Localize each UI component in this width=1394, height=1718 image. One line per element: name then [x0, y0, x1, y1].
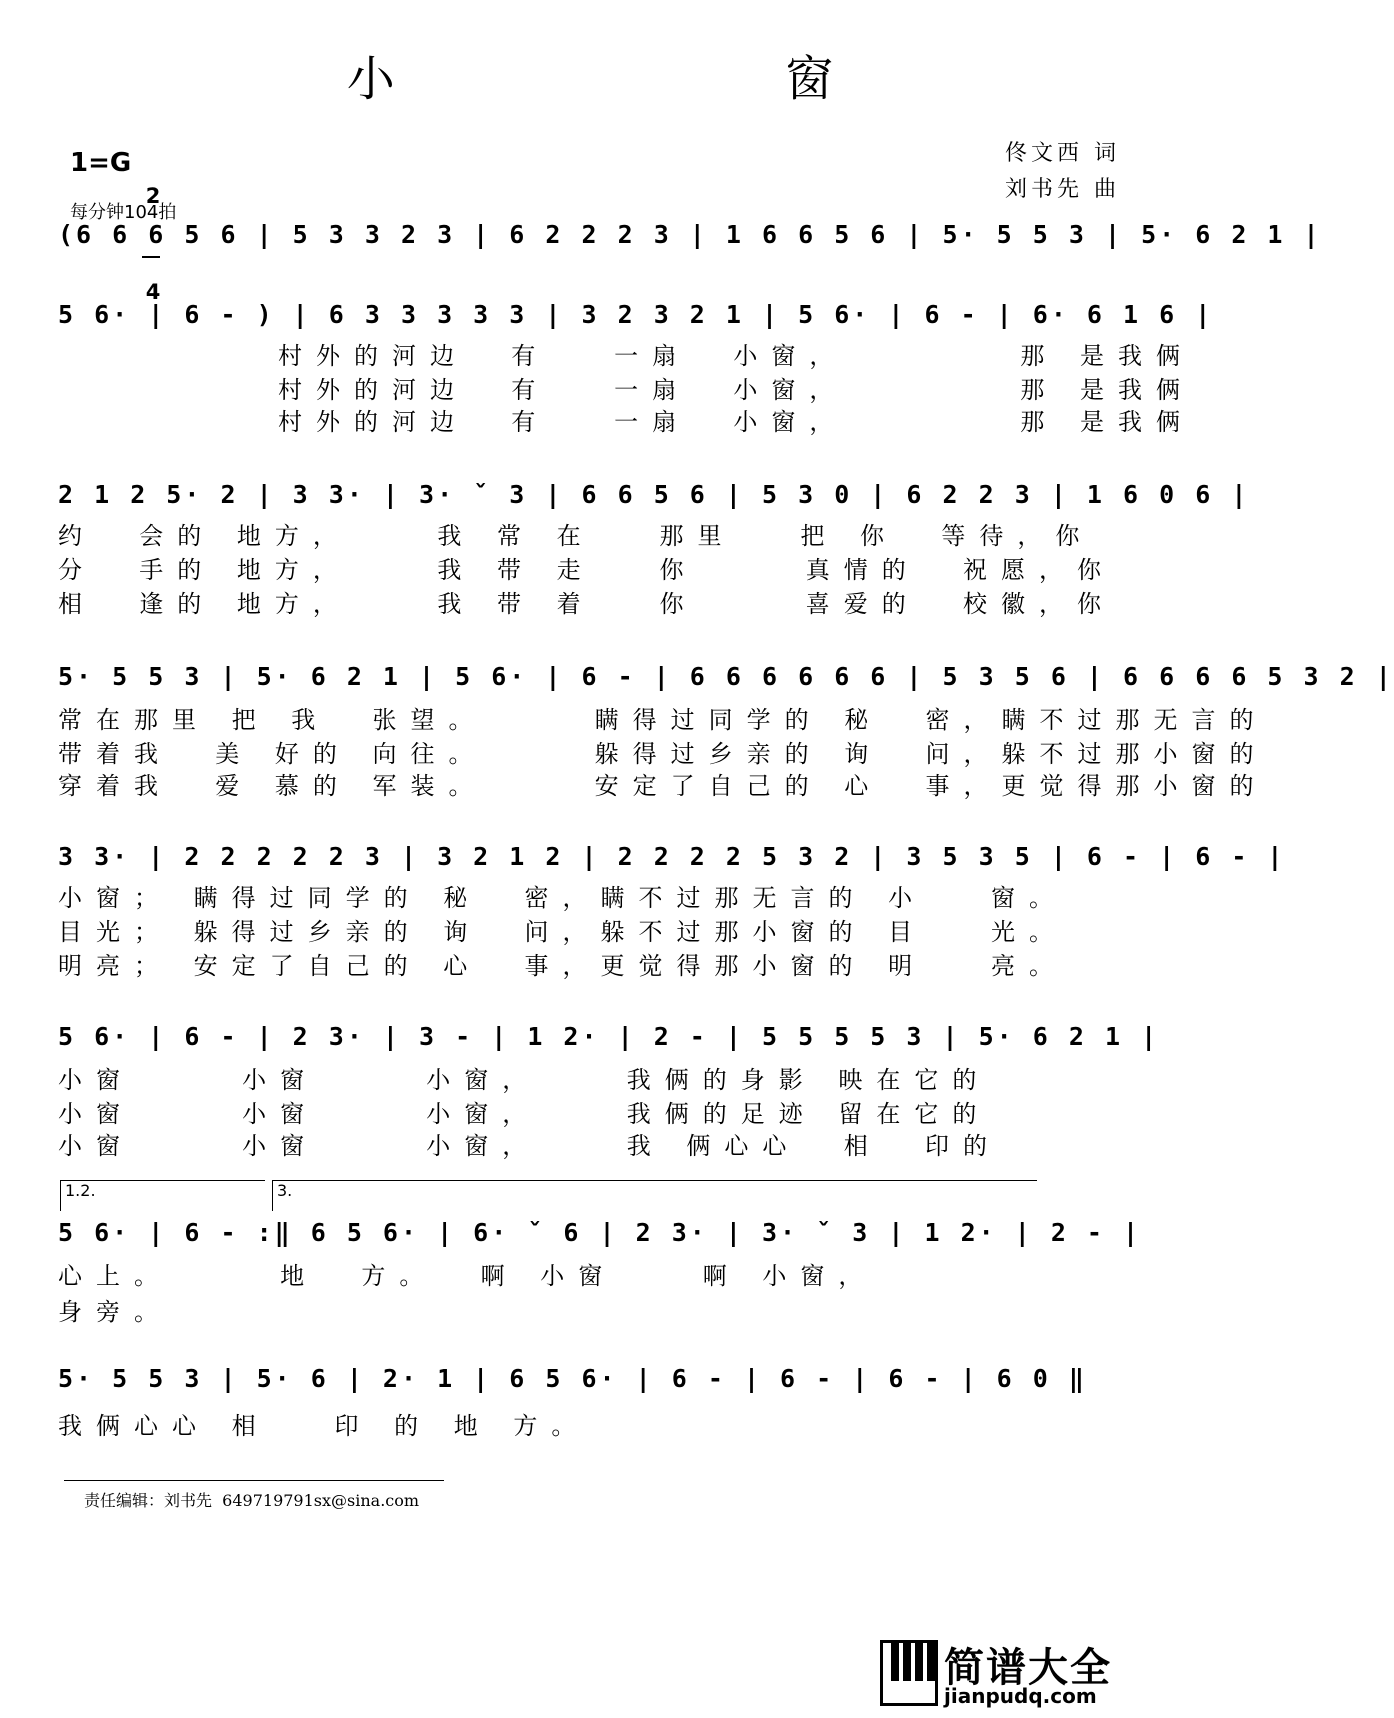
lyric-line-2-verse-3: 村外的河边 有 一扇 小窗， 那 是我俩	[278, 408, 1195, 436]
footer-editor: 责任编辑：刘书先 649719791sx@sina.com	[84, 1491, 420, 1510]
lyric-line-6-verse-3: 小窗 小窗 小窗， 我 俩心心 相 印的	[58, 1132, 1001, 1160]
lyric-line-3-verse-2: 分 手的 地方， 我 带 走 你 真情的 祝愿，你	[58, 556, 1115, 584]
lyricist-credit: 佟文西 词	[1005, 141, 1120, 166]
lyric-line-7-verse-2: 身旁。	[58, 1298, 172, 1326]
key-signature: 1=G	[70, 148, 132, 178]
lyric-line-3-verse-1: 约 会的 地方， 我 常 在 那里 把 你 等待，你	[58, 522, 1094, 550]
footer-rule	[64, 1480, 444, 1481]
lyric-line-4-verse-3: 穿着我 爱 慕的 军装。 安定了自己的 心 事，更觉得那小窗的	[58, 772, 1268, 800]
composer-credit: 刘书先 曲	[1005, 177, 1120, 202]
time-signature-bottom: 4	[145, 280, 161, 304]
lyric-line-8-verse-1: 我俩心心 相 印 的 地 方。	[58, 1412, 590, 1440]
notation-line-5: 3 3· | 2 2 2 2 2 3 | 3 2 1 2 | 2 2 2 2 5 3 2 | 3 5 3 5 | 6 - | 6 - |	[58, 842, 1286, 871]
lyric-line-6-verse-2: 小窗 小窗 小窗， 我俩的足迹 留在它的	[58, 1100, 991, 1128]
notation-line-8: 5· 5 5 3 | 5· 6 | 2· 1 | 6 5 6· | 6 - | 6 - | 6 - | 6 0 ‖	[58, 1364, 1087, 1393]
notation-line-2: 5 6· | 6 - ) | 6 3 3 3 3 3 | 3 2 3 2 1 | 5 6· | 6 - | 6· 6 1 6 |	[58, 300, 1214, 329]
piano-keys-icon	[880, 1640, 938, 1706]
notation-line-4: 5· 5 5 3 | 5· 6 2 1 | 5 6· | 6 - | 6 6 6 6 6 6 | 5 3 5 6 | 6 6 6 6 5 3 2 |	[58, 662, 1394, 691]
notation-line-1: (6 6 6 5 6 | 5 3 3 2 3 | 6 2 2 2 3 | 1 6 6 5 6 | 5· 5 5 3 | 5· 6 2 1 |	[58, 220, 1322, 249]
notation-line-7: 5 6· | 6 - :‖ 6 5 6· | 6· ˇ 6 | 2 3· | 3· ˇ 3 | 1 2· | 2 - |	[58, 1218, 1142, 1247]
lyric-line-2-verse-1: 村外的河边 有 一扇 小窗， 那 是我俩	[278, 342, 1195, 370]
lyric-line-3-verse-3: 相 逢的 地方， 我 带 着 你 喜爱的 校徽，你	[58, 590, 1115, 618]
tempo-marking: 每分钟104拍	[70, 202, 177, 223]
logo-url: jianpudq.com	[944, 1684, 1097, 1708]
volta-second-ending: 3.	[272, 1180, 1037, 1211]
lyric-line-5-verse-3: 明亮； 安定了自己的 心 事，更觉得那小窗的 明 亮。	[58, 952, 1068, 980]
lyric-line-4-verse-1: 常在那里 把 我 张望。 瞒得过同学的 秘 密，瞒不过那无言的	[58, 706, 1268, 734]
lyric-line-2-verse-2: 村外的河边 有 一扇 小窗， 那 是我俩	[278, 376, 1195, 404]
lyric-line-5-verse-2: 目光； 躲得过乡亲的 询 问，躲不过那小窗的 目 光。	[58, 918, 1068, 946]
lyric-line-7-verse-1: 心上。 地 方。 啊 小窗 啊 小窗，	[58, 1262, 877, 1290]
site-logo[interactable]	[880, 1640, 1170, 1710]
volta-first-ending: 1.2.	[60, 1180, 265, 1211]
time-signature-rule	[142, 256, 160, 258]
notation-line-3: 2 1 2 5· 2 | 3 3· | 3· ˇ 3 | 6 6 5 6 | 5 3 0 | 6 2 2 3 | 1 6 0 6 |	[58, 480, 1250, 509]
lyric-line-4-verse-2: 带着我 美 好的 向往。 躲得过乡亲的 询 问，躲不过那小窗的	[58, 740, 1268, 768]
lyric-line-5-verse-1: 小窗； 瞒得过同学的 秘 密，瞒不过那无言的 小 窗。	[58, 884, 1068, 912]
lyric-line-6-verse-1: 小窗 小窗 小窗， 我俩的身影 映在它的	[58, 1066, 991, 1094]
logo-brand: 简谱大全	[944, 1645, 1112, 1691]
page-title: 小 窗	[346, 51, 954, 107]
time-signature-top: 2	[145, 184, 161, 208]
notation-line-6: 5 6· | 6 - | 2 3· | 3 - | 1 2· | 2 - | 5 5 5 5 3 | 5· 6 2 1 |	[58, 1022, 1160, 1051]
